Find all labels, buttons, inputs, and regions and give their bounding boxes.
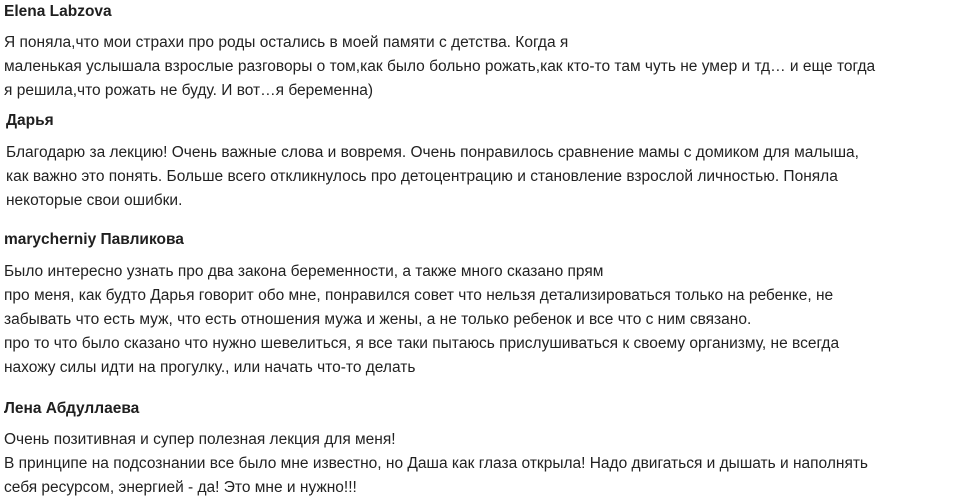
comment-text-line: некоторые свои ошибки. bbox=[6, 192, 183, 209]
comment-text bbox=[6, 141, 950, 213]
comment-text-line: себя ресурсом, энергией - да! Это мне и нужно!!! bbox=[4, 479, 357, 496]
comment-text bbox=[4, 31, 950, 103]
comment-text-line: Благодарю за лекцию! Очень важные слова и вовремя. Очень понравилось сравнение мамы с домиком для малыша, bbox=[6, 144, 859, 161]
comment-author: Elena Labzova bbox=[4, 3, 112, 20]
comment-text bbox=[4, 260, 950, 380]
comment-text-line: как важно это понять. Больше всего откликнулось про детоцентрацию и становление взрослой личностью. Поняла bbox=[6, 168, 838, 185]
comment-text-line: про меня, как будто Дарья говорит обо мне, понравился совет что нельзя детализироваться только на ребенке, не bbox=[4, 287, 834, 304]
comment-text bbox=[4, 428, 950, 500]
comment-text-line: Очень позитивная и супер полезная лекция для меня! bbox=[4, 431, 396, 448]
comment-text-line: маленькая услышала взрослые разговоры о том,как было больно рожать,как кто-то там чуть не умер и тд… и еще тогда bbox=[4, 58, 876, 75]
comment-text-line: я решила,что рожать не буду. И вот…я беременна) bbox=[4, 82, 374, 99]
comment-text-line: нахожу силы идти на прогулку., или начать что-то делать bbox=[4, 359, 416, 376]
comment-author: Дарья bbox=[6, 112, 54, 129]
comment-text-line: про то что было сказано что нужно шевелиться, я все таки пытаюсь прислушиваться к своему организму, не всегда bbox=[4, 335, 840, 352]
comment-text-line: забывать что есть муж, что есть отношения мужа и жены, а не только ребенок и все что с ним связано. bbox=[4, 311, 752, 328]
comment-text-line: Было интересно узнать про два закона беременности, а также много сказано прям bbox=[4, 263, 604, 280]
comment-item bbox=[0, 111, 950, 213]
comment-item bbox=[0, 230, 950, 380]
comment-item bbox=[0, 399, 950, 500]
comment-author: Лена Абдуллаева bbox=[4, 400, 140, 417]
comment-item bbox=[0, 2, 950, 103]
comment-author: marycherniy Павликова bbox=[4, 231, 184, 248]
comment-text-line: В принципе на подсознании все было мне известно, но Даша как глаза открыла! Надо двигаться и дышать и наполнять bbox=[4, 455, 869, 472]
comment-text-line: Я поняла,что мои страхи про роды остались в моей памяти с детства. Когда я bbox=[4, 34, 569, 51]
